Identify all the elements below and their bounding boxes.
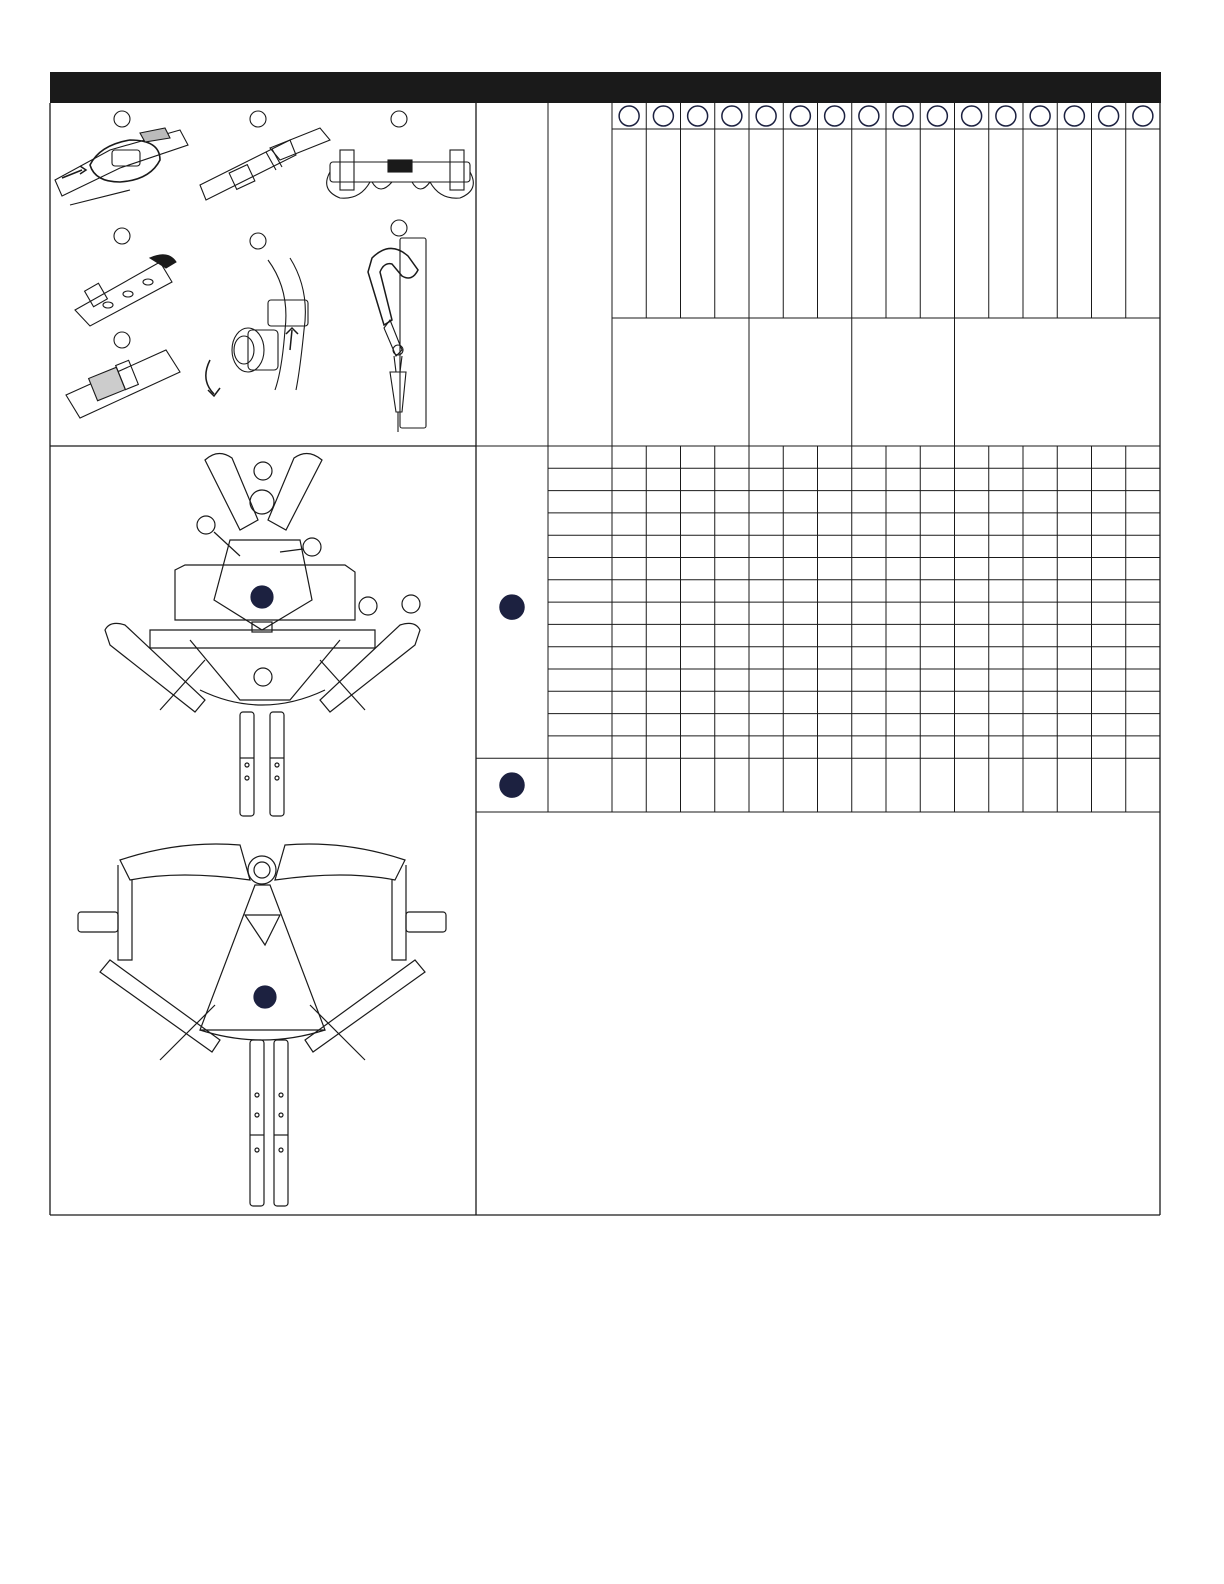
twist-lock-connector-icon (206, 258, 308, 396)
row-group-marker (500, 595, 524, 619)
column-callout-circle (1133, 106, 1153, 126)
callout-circle (359, 597, 377, 615)
column-callout-circle (1064, 106, 1084, 126)
callout-circle (254, 462, 272, 480)
column-callout-circle (962, 106, 982, 126)
callout-circle (391, 220, 407, 236)
column-callout-circle (722, 106, 742, 126)
callout-circle (391, 111, 407, 127)
torso-buckle-icon (55, 128, 188, 205)
column-callout-circle (688, 106, 708, 126)
marker-dot (254, 986, 276, 1008)
harness-with-belt-icon (105, 453, 420, 816)
header-bar (50, 72, 1161, 103)
marker-dot (251, 586, 273, 608)
callout-circle (250, 233, 266, 249)
outer-frame (50, 103, 1160, 1215)
callout-circle (254, 668, 272, 686)
column-callout-circle (859, 106, 879, 126)
full-body-harness-icon (78, 844, 446, 1206)
column-callout-circle (927, 106, 947, 126)
column-callout-circle (756, 106, 776, 126)
callout-circle (114, 228, 130, 244)
snap-hook-lanyard-icon (368, 238, 426, 432)
column-callout-circle (996, 106, 1016, 126)
illustration-panel (55, 111, 473, 432)
column-callout-circle (1099, 106, 1119, 126)
column-callout-circle (825, 106, 845, 126)
positioning-belt-icon (327, 150, 474, 198)
pass-through-buckle-icon (66, 350, 180, 418)
callout-circle (197, 516, 215, 534)
callout-circle (250, 111, 266, 127)
callout-circle (114, 332, 130, 348)
tongue-buckle-strap-icon (75, 255, 176, 326)
footer-row-marker (500, 773, 524, 797)
column-callout-circle (619, 106, 639, 126)
callout-circle (114, 111, 130, 127)
column-callout-circle (653, 106, 673, 126)
column-callout-circle (790, 106, 810, 126)
tongue-buckle-icon (200, 128, 330, 200)
inspection-table (476, 103, 1160, 812)
column-callout-circle (1030, 106, 1050, 126)
column-callout-circle (893, 106, 913, 126)
callout-circle (303, 538, 321, 556)
callout-circle (402, 595, 420, 613)
